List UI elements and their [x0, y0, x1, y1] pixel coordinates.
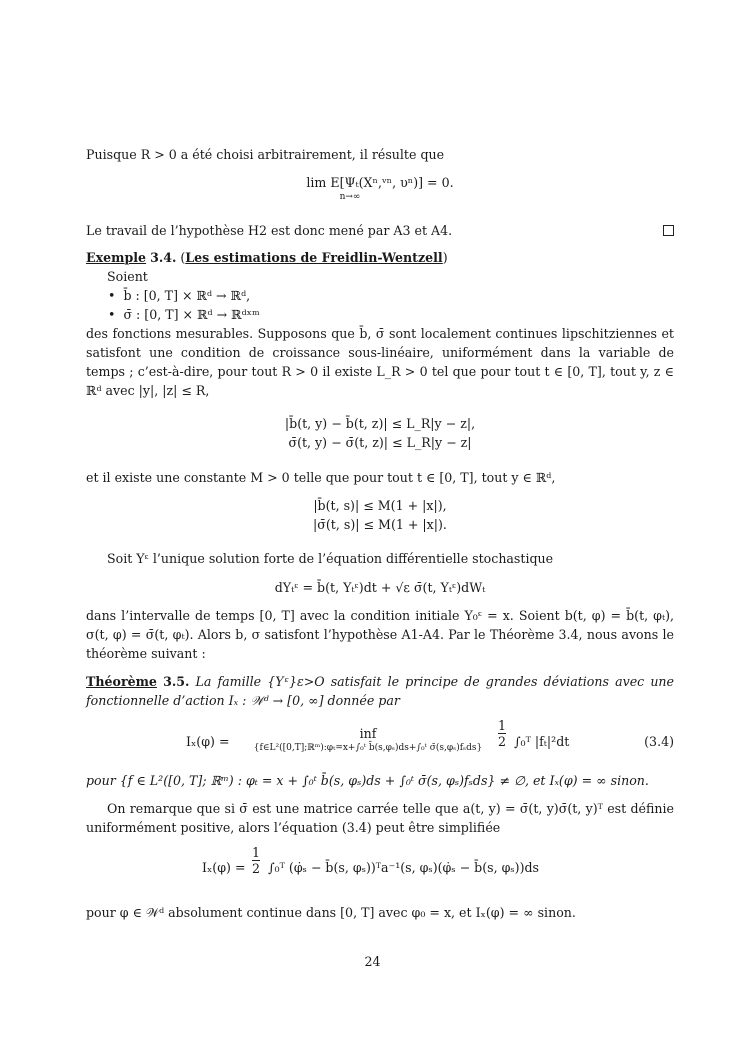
equation-limit — [86, 173, 674, 202]
eq-limit: lim E[Ψₜ(Xⁿ,ᵛⁿ, υⁿ)] = 0. — [306, 175, 454, 190]
paragraph-9 — [86, 903, 674, 922]
text-p1: Puisque R > 0 a été choisi arbitrairement, il résulte que — [86, 147, 445, 162]
text-p5: Soit Yᵋ l’unique solution forte de l’équation différentielle stochastique — [107, 551, 554, 566]
eq5-half-num: 1 — [498, 718, 507, 733]
paragraph-4 — [86, 468, 674, 487]
page-number: 24 — [364, 954, 381, 969]
paragraph-5 — [86, 549, 674, 568]
equation-sde — [86, 578, 674, 597]
paragraph-8 — [86, 799, 674, 837]
eq6-lhs: Iₓ(φ) = — [202, 860, 246, 875]
paragraph-2 — [86, 221, 674, 240]
theorem-number: 3.5. — [163, 674, 190, 689]
bullet-b: b̄ : [0, T] × ℝᵈ → ℝᵈ, — [123, 288, 251, 303]
eq-lipschitz-sigma: σ̄(t, y) − σ̄(t, z)| ≤ L_R|y − z| — [288, 435, 472, 450]
equation-simplified — [86, 845, 674, 885]
text-p6: dans l’intervalle de temps [0, T] avec la condition initiale Y₀ᵋ = x. Soient b(t, φ) = b̄(t, φₜ), σ(t, φ) = σ̄(t, φₜ). Alors b, σ satisfont l’hypothèse A1-A4. Par le Théorème 3.4, nous avons le théorème suivant : — [86, 608, 674, 661]
paragraph-7 — [86, 771, 674, 790]
eq-growth-b: |b̄(t, s)| ≤ M(1 + |x|), — [313, 498, 447, 513]
eq-sde: dYₜᵋ = b̄(t, Yₜᵋ)dt + √ε σ̄(t, Yₜᵋ)dWₜ — [274, 580, 486, 595]
eq6-half-den: 2 — [252, 861, 261, 876]
example-block: Exemple 3.4. (Les estimations de Freidlin-Wentzell) Soient • b̄ : [0, T] × ℝᵈ → ℝᵈ, • σ̄ : [0, T] × ℝᵈ → ℝᵈˣᵐ des fonctions mesurables. Supposons que b̄, σ̄ sont localement continues lipschitziennes et satisfont une condition de croissance sous-linéaire, uniformément dans la variable de temps ; c’est-à-dire, pour tout R > 0 il existe L_R > 0 tel que pour tout t ∈ [0, T], tout y, z ∈ ℝᵈ avec |y|, |z| ≤ R, — [86, 250, 674, 398]
eq-growth-sigma: |σ̄(t, s)| ≤ M(1 + |x|). — [313, 517, 447, 532]
text-p3: des fonctions mesurables. Supposons que b̄, σ̄ sont localement continues lipschitziennes et satisfont une condition de croissance sous-linéaire, uniformément dans la variable de temps ; c’est-à-dire, pour tout R > 0 il existe L_R > 0 tel que pour tout t ∈ [0, T], tout y, z ∈ ℝᵈ avec |y|, |z| ≤ R, — [86, 326, 674, 398]
eq-lipschitz-b: |b̄(t, y) − b̄(t, z)| ≤ L_R|y − z|, — [284, 416, 476, 431]
bullet-item: • σ̄ : [0, T] × ℝᵈ → ℝᵈˣᵐ — [108, 307, 260, 322]
text-p9: pour φ ∈ 𝒲ᵈ absolument continue dans [0, T] avec φ₀ = x, et Iₓ(φ) = ∞ sinon. — [86, 905, 576, 920]
paragraph-6 — [86, 606, 674, 663]
text-p8: On remarque que si σ̄ est une matrice carrée telle que a(t, y) = σ̄(t, y)σ̄(t, y)ᵀ est définie uniformément positive, alors l’équation (3.4) peut être simplifiée — [86, 801, 674, 835]
eq-limit-subscript: n→∞ — [339, 192, 361, 202]
example-number: 3.4. — [150, 250, 177, 265]
eq6-half-num: 1 — [252, 845, 261, 860]
eq5-lhs: Iₓ(φ) = — [186, 734, 230, 749]
eq5-inf: inf — [359, 726, 377, 741]
theorem-block — [86, 672, 674, 710]
text-p2: Le travail de l’hypothèse H2 est donc mené par A3 et A4. — [86, 223, 453, 238]
equation-growth — [86, 496, 674, 534]
bullet-item: • b̄ : [0, T] × ℝᵈ → ℝᵈ, — [108, 288, 251, 303]
qed-square-icon — [663, 225, 674, 236]
eq6-rhs: ∫₀ᵀ (φ̇ₛ − b̄(s, φₛ))ᵀa⁻¹(s, φₛ)(φ̇ₛ − b̄(s, φₛ))ds — [268, 860, 540, 875]
example-label: Exemple — [86, 250, 147, 265]
text-p7: pour {f ∈ L²([0, T]; ℝᵐ) : φₜ = x + ∫₀ᵗ b̄(s, φₛ)ds + ∫₀ᵗ σ̄(s, φₛ)fₛds} ≠ ∅, et Iₓ(φ) = ∞ sinon. — [86, 773, 649, 788]
eq5-inf-subscript: {f∈L²([0,T];ℝᵐ):φₜ=x+∫₀ᵗ b̄(s,φₛ)ds+∫₀ᵗ σ̄(s,φₛ)fₛds} — [253, 743, 483, 753]
eq5-tag: (3.4) — [644, 734, 674, 749]
bullet-sigma: σ̄ : [0, T] × ℝᵈ → ℝᵈˣᵐ — [123, 307, 260, 322]
paragraph-1 — [86, 145, 674, 164]
eq6-half — [252, 845, 260, 876]
text-soient: Soient — [107, 269, 148, 284]
equation-action-functional — [86, 718, 674, 768]
eq5-half-den: 2 — [498, 734, 507, 749]
text-p4: et il existe une constante M > 0 telle que pour tout t ∈ [0, T], tout y ∈ ℝᵈ, — [86, 470, 556, 485]
theorem-text: La famille {Yᵋ}ε>O satisfait le principe de grandes déviations avec une fonctionnelle d’action Iₓ : 𝒲ᵈ → [0, ∞] donnée par — [86, 674, 674, 708]
eq5-half — [498, 718, 506, 749]
example-title: Les estimations de Freidlin-Wentzell — [185, 250, 443, 265]
equation-lipschitz — [86, 414, 674, 452]
eq5-rhs: ∫₀ᵀ |fₜ|²dt — [514, 734, 570, 749]
theorem-label: Théorème — [86, 674, 157, 689]
